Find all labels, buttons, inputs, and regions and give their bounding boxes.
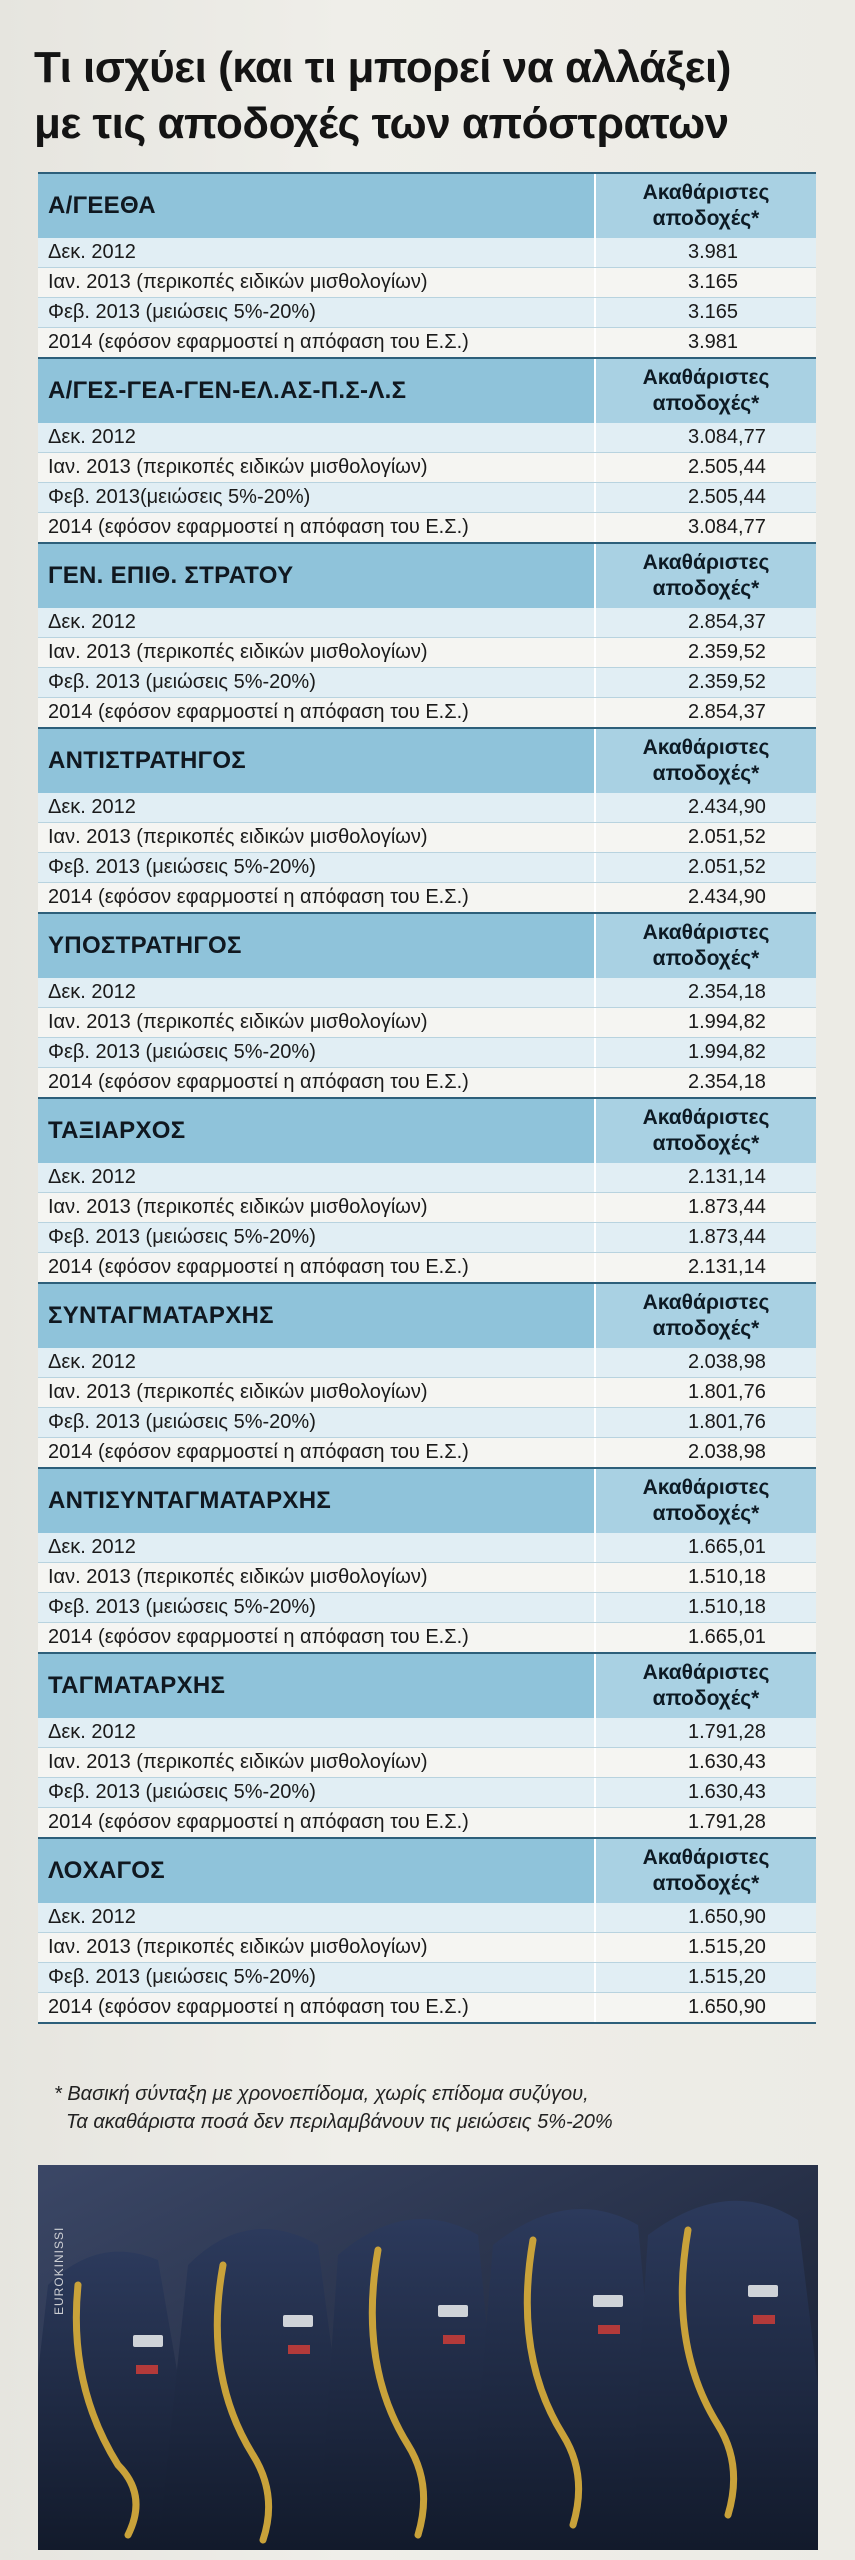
gross-pay-value: 1.791,28 xyxy=(688,1721,766,1743)
gross-pay-value: 1.994,82 xyxy=(688,1041,766,1063)
gross-pay-value: 1.630,43 xyxy=(688,1781,766,1803)
gross-pay-value: 1.510,18 xyxy=(688,1596,766,1618)
salary-section xyxy=(38,1469,816,1654)
gross-pay-value: 2.354,18 xyxy=(688,981,766,1003)
table-row xyxy=(38,978,816,1007)
gross-pay-value: 2.051,52 xyxy=(688,826,766,848)
table-row xyxy=(38,1163,816,1192)
period-label: Φεβ. 2013 (μειώσεις 5%-20%) xyxy=(38,668,596,697)
table-row xyxy=(38,882,816,912)
period-label: Φεβ. 2013 (μειώσεις 5%-20%) xyxy=(38,1593,596,1622)
period-label: 2014 (εφόσον εφαρμοστεί η απόφαση του Ε.Σ.) xyxy=(38,328,596,357)
gross-pay-value: 2.131,14 xyxy=(688,1166,766,1188)
table-row xyxy=(38,423,816,452)
table-row xyxy=(38,1807,816,1837)
gross-pay-value: 2.505,44 xyxy=(688,456,766,478)
salary-section xyxy=(38,729,816,914)
section-header xyxy=(38,1099,816,1163)
table-row xyxy=(38,267,816,297)
gross-pay-value: 1.665,01 xyxy=(688,1536,766,1558)
gross-pay-value: 2.505,44 xyxy=(688,486,766,508)
period-label: Δεκ. 2012 xyxy=(38,423,596,452)
gross-pay-value: 1.515,20 xyxy=(688,1936,766,1958)
period-label: Φεβ. 2013 (μειώσεις 5%-20%) xyxy=(38,1038,596,1067)
table-row xyxy=(38,1192,816,1222)
gross-pay-header: Ακαθάριστες αποδοχές* xyxy=(596,1284,816,1348)
period-label: Δεκ. 2012 xyxy=(38,1533,596,1562)
salary-section xyxy=(38,1839,816,2024)
period-label: Φεβ. 2013 (μειώσεις 5%-20%) xyxy=(38,298,596,327)
period-label: Φεβ. 2013 (μειώσεις 5%-20%) xyxy=(38,853,596,882)
gross-pay-header: Ακαθάριστες αποδοχές* xyxy=(596,914,816,978)
period-label: 2014 (εφόσον εφαρμοστεί η απόφαση του Ε.Σ.) xyxy=(38,1623,596,1652)
table-row xyxy=(38,238,816,267)
table-row xyxy=(38,1252,816,1282)
period-label: Δεκ. 2012 xyxy=(38,238,596,267)
salary-section xyxy=(38,174,816,359)
period-label: Ιαν. 2013 (περικοπές ειδικών μισθολογίων) xyxy=(38,1008,596,1037)
gross-pay-value: 2.854,37 xyxy=(688,611,766,633)
gross-pay-value: 2.434,90 xyxy=(688,796,766,818)
gross-pay-value: 1.665,01 xyxy=(688,1626,766,1648)
section-header xyxy=(38,1284,816,1348)
salary-section xyxy=(38,544,816,729)
salary-section xyxy=(38,1099,816,1284)
officers-uniforms-image xyxy=(38,2165,818,2550)
period-label: 2014 (εφόσον εφαρμοστεί η απόφαση του Ε.Σ.) xyxy=(38,1993,596,2022)
period-label: Ιαν. 2013 (περικοπές ειδικών μισθολογίων) xyxy=(38,1933,596,1962)
gross-pay-value: 1.801,76 xyxy=(688,1411,766,1433)
table-row xyxy=(38,512,816,542)
table-row xyxy=(38,1037,816,1067)
period-label: 2014 (εφόσον εφαρμοστεί η απόφαση του Ε.Σ.) xyxy=(38,513,596,542)
gross-pay-value: 1.801,76 xyxy=(688,1381,766,1403)
table-row xyxy=(38,697,816,727)
section-header xyxy=(38,544,816,608)
salary-section xyxy=(38,359,816,544)
rank-name: ΤΑΞΙΑΡΧΟΣ xyxy=(38,1099,596,1163)
footnote-line-2: Τα ακαθάριστα ποσά δεν περιλαμβάνουν τις μειώσεις 5%-20% xyxy=(66,2111,613,2133)
gross-pay-value: 3.084,77 xyxy=(688,426,766,448)
period-label: 2014 (εφόσον εφαρμοστεί η απόφαση του Ε.Σ.) xyxy=(38,1253,596,1282)
period-label: Ιαν. 2013 (περικοπές ειδικών μισθολογίων) xyxy=(38,1748,596,1777)
period-label: Ιαν. 2013 (περικοπές ειδικών μισθολογίων) xyxy=(38,1563,596,1592)
gross-pay-value: 2.359,52 xyxy=(688,641,766,663)
table-row xyxy=(38,1932,816,1962)
period-label: Ιαν. 2013 (περικοπές ειδικών μισθολογίων) xyxy=(38,1193,596,1222)
table-row xyxy=(38,1533,816,1562)
table-row xyxy=(38,1992,816,2022)
rank-name: ΣΥΝΤΑΓΜΑΤΑΡΧΗΣ xyxy=(38,1284,596,1348)
table-row xyxy=(38,1622,816,1652)
gross-pay-value: 1.994,82 xyxy=(688,1011,766,1033)
period-label: Φεβ. 2013 (μειώσεις 5%-20%) xyxy=(38,1408,596,1437)
section-header xyxy=(38,359,816,423)
rank-name: ΥΠΟΣΤΡΑΤΗΓΟΣ xyxy=(38,914,596,978)
period-label: Δεκ. 2012 xyxy=(38,1718,596,1747)
table-row xyxy=(38,1407,816,1437)
period-label: Δεκ. 2012 xyxy=(38,1903,596,1932)
salary-section xyxy=(38,1654,816,1839)
gross-pay-header: Ακαθάριστες αποδοχές* xyxy=(596,1654,816,1718)
period-label: Δεκ. 2012 xyxy=(38,978,596,1007)
table-row xyxy=(38,482,816,512)
gross-pay-header: Ακαθάριστες αποδοχές* xyxy=(596,729,816,793)
period-label: Ιαν. 2013 (περικοπές ειδικών μισθολογίων) xyxy=(38,638,596,667)
gross-pay-header: Ακαθάριστες αποδοχές* xyxy=(596,544,816,608)
period-label: Δεκ. 2012 xyxy=(38,1163,596,1192)
gross-pay-header: Ακαθάριστες αποδοχές* xyxy=(596,1839,816,1903)
period-label: Φεβ. 2013(μειώσεις 5%-20%) xyxy=(38,483,596,512)
section-header xyxy=(38,729,816,793)
table-row xyxy=(38,822,816,852)
gross-pay-value: 1.650,90 xyxy=(688,1906,766,1928)
footnote xyxy=(54,2080,814,2136)
period-label: Δεκ. 2012 xyxy=(38,608,596,637)
salary-section xyxy=(38,1284,816,1469)
table-row xyxy=(38,1377,816,1407)
gross-pay-value: 2.038,98 xyxy=(688,1351,766,1373)
period-label: Ιαν. 2013 (περικοπές ειδικών μισθολογίων) xyxy=(38,1378,596,1407)
period-label: Δεκ. 2012 xyxy=(38,1348,596,1377)
rank-name: ΤΑΓΜΑΤΑΡΧΗΣ xyxy=(38,1654,596,1718)
table-row xyxy=(38,1592,816,1622)
table-row xyxy=(38,1348,816,1377)
gross-pay-value: 1.515,20 xyxy=(688,1966,766,1988)
title-line-2: με τις αποδοχές των απόστρατων xyxy=(34,99,729,148)
gross-pay-value: 1.873,44 xyxy=(688,1226,766,1248)
table-row xyxy=(38,667,816,697)
gross-pay-value: 1.873,44 xyxy=(688,1196,766,1218)
gross-pay-value: 2.354,18 xyxy=(688,1071,766,1093)
table-row xyxy=(38,1747,816,1777)
gross-pay-value: 3.084,77 xyxy=(688,516,766,538)
table-row xyxy=(38,327,816,357)
table-row xyxy=(38,1437,816,1467)
period-label: Ιαν. 2013 (περικοπές ειδικών μισθολογίων) xyxy=(38,268,596,297)
table-row xyxy=(38,1903,816,1932)
title-line-1: Τι ισχύει (και τι μπορεί να αλλάξει) xyxy=(34,43,731,92)
table-row xyxy=(38,1007,816,1037)
table-row xyxy=(38,793,816,822)
officers-photo xyxy=(38,2165,818,2550)
salary-section xyxy=(38,914,816,1099)
section-header xyxy=(38,1654,816,1718)
gross-pay-value: 2.359,52 xyxy=(688,671,766,693)
period-label: 2014 (εφόσον εφαρμοστεί η απόφαση του Ε.Σ.) xyxy=(38,1438,596,1467)
rank-name: Α/ΓΕΕΘΑ xyxy=(38,174,596,238)
period-label: Ιαν. 2013 (περικοπές ειδικών μισθολογίων) xyxy=(38,823,596,852)
rank-name: ΑΝΤΙΣΥΝΤΑΓΜΑΤΑΡΧΗΣ xyxy=(38,1469,596,1533)
gross-pay-value: 1.791,28 xyxy=(688,1811,766,1833)
section-header xyxy=(38,1469,816,1533)
period-label: Φεβ. 2013 (μειώσεις 5%-20%) xyxy=(38,1963,596,1992)
table-row xyxy=(38,297,816,327)
period-label: 2014 (εφόσον εφαρμοστεί η απόφαση του Ε.Σ.) xyxy=(38,1068,596,1097)
gross-pay-value: 1.510,18 xyxy=(688,1566,766,1588)
article-title xyxy=(34,40,814,152)
table-row xyxy=(38,452,816,482)
period-label: Φεβ. 2013 (μειώσεις 5%-20%) xyxy=(38,1778,596,1807)
table-row xyxy=(38,1562,816,1592)
section-header xyxy=(38,914,816,978)
period-label: 2014 (εφόσον εφαρμοστεί η απόφαση του Ε.Σ.) xyxy=(38,883,596,912)
table-row xyxy=(38,852,816,882)
period-label: Ιαν. 2013 (περικοπές ειδικών μισθολογίων) xyxy=(38,453,596,482)
gross-pay-header: Ακαθάριστες αποδοχές* xyxy=(596,1099,816,1163)
table-row xyxy=(38,1962,816,1992)
rank-name: ΓΕΝ. ΕΠΙΘ. ΣΤΡΑΤΟΥ xyxy=(38,544,596,608)
period-label: 2014 (εφόσον εφαρμοστεί η απόφαση του Ε.Σ.) xyxy=(38,1808,596,1837)
gross-pay-header: Ακαθάριστες αποδοχές* xyxy=(596,1469,816,1533)
table-row xyxy=(38,1777,816,1807)
section-header xyxy=(38,1839,816,1903)
photo-credit: EUROKINISSI xyxy=(52,2226,66,2315)
gross-pay-value: 1.650,90 xyxy=(688,1996,766,2018)
table-row xyxy=(38,1222,816,1252)
rank-name: ΑΝΤΙΣΤΡΑΤΗΓΟΣ xyxy=(38,729,596,793)
period-label: Φεβ. 2013 (μειώσεις 5%-20%) xyxy=(38,1223,596,1252)
gross-pay-value: 2.434,90 xyxy=(688,886,766,908)
gross-pay-value: 3.165 xyxy=(688,271,739,293)
gross-pay-value: 3.981 xyxy=(688,331,739,353)
table-row xyxy=(38,608,816,637)
gross-pay-value: 2.038,98 xyxy=(688,1441,766,1463)
rank-name: ΛΟΧΑΓΟΣ xyxy=(38,1839,596,1903)
salary-table xyxy=(38,172,816,2024)
rank-name: Α/ΓΕΣ-ΓΕΑ-ΓΕΝ-ΕΛ.ΑΣ-Π.Σ-Λ.Σ xyxy=(38,359,596,423)
gross-pay-header: Ακαθάριστες αποδοχές* xyxy=(596,359,816,423)
gross-pay-value: 1.630,43 xyxy=(688,1751,766,1773)
gross-pay-value: 2.131,14 xyxy=(688,1256,766,1278)
period-label: 2014 (εφόσον εφαρμοστεί η απόφαση του Ε.Σ.) xyxy=(38,698,596,727)
table-row xyxy=(38,1067,816,1097)
gross-pay-value: 2.854,37 xyxy=(688,701,766,723)
gross-pay-value: 3.165 xyxy=(688,301,739,323)
section-header xyxy=(38,174,816,238)
gross-pay-value: 2.051,52 xyxy=(688,856,766,878)
table-row xyxy=(38,1718,816,1747)
period-label: Δεκ. 2012 xyxy=(38,793,596,822)
table-row xyxy=(38,637,816,667)
gross-pay-value: 3.981 xyxy=(688,241,739,263)
gross-pay-header: Ακαθάριστες αποδοχές* xyxy=(596,174,816,238)
footnote-line-1: * Βασική σύνταξη με χρονοεπίδομα, χωρίς επίδομα συζύγου, xyxy=(54,2083,589,2105)
